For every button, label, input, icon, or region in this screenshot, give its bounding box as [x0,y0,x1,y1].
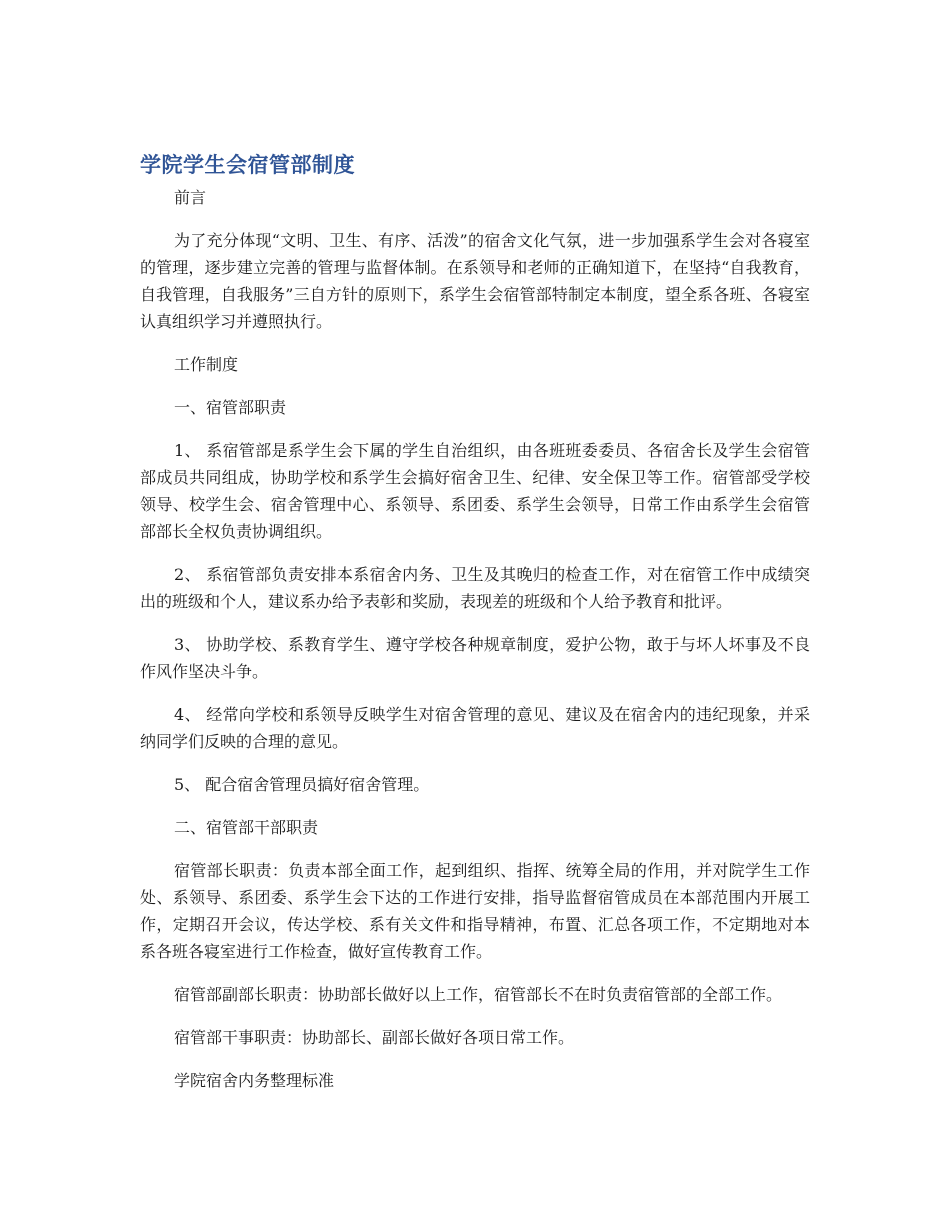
document-page [140,150,810,1110]
paragraph-officer-duties: 宿管部干事职责：协助部长、副部长做好各项日常工作。 [174,1028,575,1047]
paragraph-duty-4: 4、 经常向学校和系领导反映学生对宿舍管理的意见、建议及在宿舍内的违纪现象，并采纳同学们反映的合理的意见。 [140,705,810,751]
paragraph-minister-duties: 宿管部长职责：负责本部全面工作，起到组织、指挥、统筹全局的作用，并对院学生工作处、系领导、系团委、系学生会下达的工作进行安排，指导监督宿管成员在本部范围内开展工作，定期召开会议，传达学校、系有关文件和指导精神，布置、汇总各项工作，不定期地对本系各班各寝室进行工作检查，做好宣传教育工作。 [140,861,810,961]
paragraph-duty-5: 5、 配合宿舍管理员搞好宿舍管理。 [174,775,430,794]
document-title: 学院学生会宿管部制度 [140,153,355,177]
section-heading-dorm-standards: 学院宿舍内务整理标准 [174,1071,335,1090]
paragraph-duty-1: 1、 系宿管部是系学生会下属的学生自治组织，由各班班委委员、各宿舍长及学生会宿管部成员共同组成，协助学校和系学生会搞好宿舍卫生、纪律、安全保卫等工作。宿管部受学校领导、校学生会、宿舍管理中心、系领导、系团委、系学生会领导，日常工作由系学生会宿管部部长全权负责协调组织。 [140,441,810,541]
paragraph-vice-minister-duties: 宿管部副部长职责：协助部长做好以上工作，宿管部长不在时负责宿管部的全部工作。 [174,985,783,1004]
section-heading-preface: 前言 [174,188,207,207]
subsection-heading-duties: 一、宿管部职责 [174,398,287,417]
paragraph-duty-3: 3、 协助学校、系教育学生、遵守学校各种规章制度，爱护公物，敢于与坏人坏事及不良作风作坚决斗争。 [140,635,810,681]
paragraph-duty-2: 2、 系宿管部负责安排本系宿舍内务、卫生及其晚归的检查工作，对在宿管工作中成绩突出的班级和个人，建议系办给予表彰和奖励，表现差的班级和个人给予教育和批评。 [140,565,810,611]
subsection-heading-cadre-duties: 二、宿管部干部职责 [174,818,319,837]
section-heading-work-system: 工作制度 [174,355,239,374]
paragraph-preface-body: 为了充分体现“文明、卫生、有序、活泼”的宿舍文化气氛，进一步加强系学生会对各寝室的管理，逐步建立完善的管理与监督体制。在系领导和老师的正确知道下，在坚持“自我教育，自我管理，自我服务”三自方针的原则下，系学生会宿管部特制定本制度，望全系各班、各寝室认真组织学习并遵照执行。 [140,231,810,331]
